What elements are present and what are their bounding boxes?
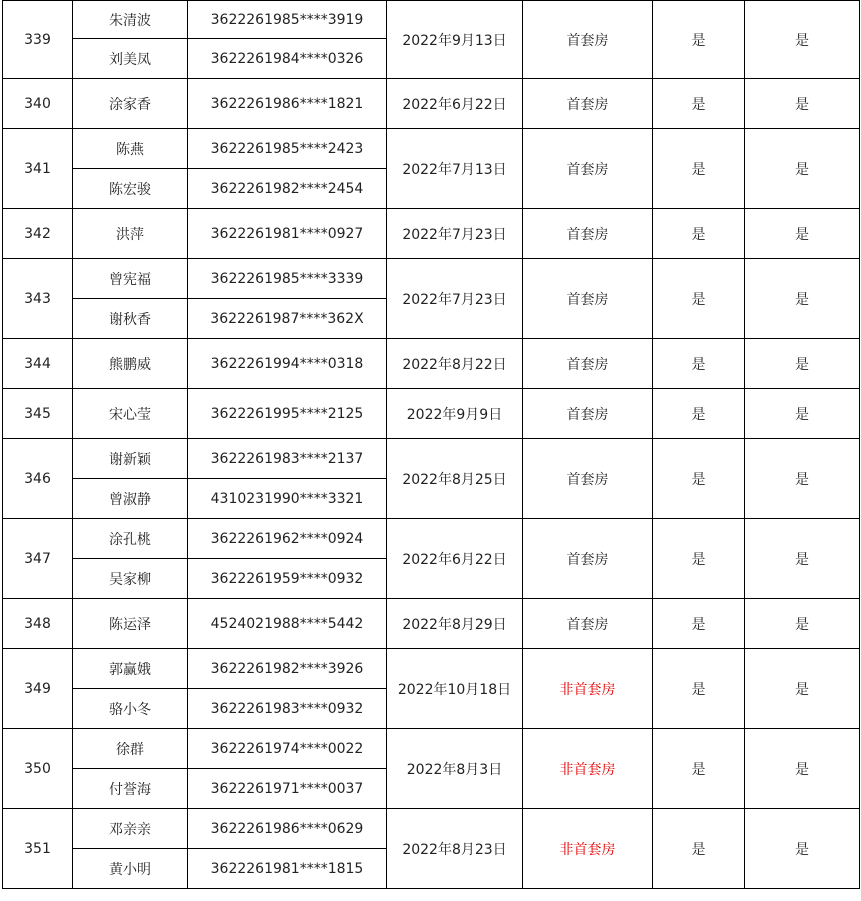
check-column-2: 是 [745,209,860,259]
contract-date: 2022年6月22日 [387,519,523,599]
housing-type: 非首套房 [523,649,653,729]
contract-date: 2022年10月18日 [387,649,523,729]
contract-date: 2022年9月9日 [387,389,523,439]
housing-type: 首套房 [523,439,653,519]
applicant-name: 涂孔桃 [73,519,188,559]
id-number: 3622261983****2137 [188,439,387,479]
check-column-1: 是 [653,1,745,79]
housing-type: 首套房 [523,599,653,649]
applicant-name: 朱清波 [73,1,188,39]
check-column-1: 是 [653,129,745,209]
housing-type: 首套房 [523,79,653,129]
applicant-name: 陈运泽 [73,599,188,649]
applicant-name: 曾淑静 [73,479,188,519]
id-number: 3622261984****0326 [188,39,387,79]
contract-date: 2022年6月22日 [387,79,523,129]
contract-date: 2022年8月22日 [387,339,523,389]
table-row [3,649,860,689]
applicant-name: 郭赢娥 [73,649,188,689]
check-column-1: 是 [653,209,745,259]
record-number: 347 [3,519,73,599]
check-column-2: 是 [745,389,860,439]
id-number: 3622261994****0318 [188,339,387,389]
contract-date: 2022年8月25日 [387,439,523,519]
housing-type: 首套房 [523,519,653,599]
table-row [3,809,860,849]
contract-date: 2022年8月3日 [387,729,523,809]
check-column-2: 是 [745,259,860,339]
record-table [2,0,860,889]
table-body [3,1,860,889]
table-row [3,389,860,439]
applicant-name: 陈宏骏 [73,169,188,209]
check-column-2: 是 [745,649,860,729]
record-number: 344 [3,339,73,389]
record-number: 340 [3,79,73,129]
table-row [3,129,860,169]
table-row [3,1,860,39]
id-number: 3622261959****0932 [188,559,387,599]
record-number: 341 [3,129,73,209]
applicant-name: 洪萍 [73,209,188,259]
applicant-name: 吴家柳 [73,559,188,599]
housing-type: 首套房 [523,389,653,439]
check-column-1: 是 [653,389,745,439]
check-column-1: 是 [653,729,745,809]
contract-date: 2022年9月13日 [387,1,523,79]
applicant-name: 黄小明 [73,849,188,889]
housing-type: 首套房 [523,339,653,389]
table-row [3,259,860,299]
record-number: 343 [3,259,73,339]
check-column-1: 是 [653,79,745,129]
applicant-name: 宋心莹 [73,389,188,439]
table-row [3,339,860,389]
id-number: 3622261981****1815 [188,849,387,889]
id-number: 3622261995****2125 [188,389,387,439]
check-column-1: 是 [653,599,745,649]
housing-type: 首套房 [523,259,653,339]
table-row [3,79,860,129]
table-row [3,519,860,559]
id-number: 3622261985****2423 [188,129,387,169]
record-number: 350 [3,729,73,809]
id-number: 3622261962****0924 [188,519,387,559]
id-number: 3622261982****2454 [188,169,387,209]
housing-type: 非首套房 [523,729,653,809]
check-column-1: 是 [653,649,745,729]
contract-date: 2022年8月29日 [387,599,523,649]
id-number: 3622261987****362X [188,299,387,339]
applicant-name: 徐群 [73,729,188,769]
table-row [3,439,860,479]
check-column-2: 是 [745,729,860,809]
applicant-name: 刘美凤 [73,39,188,79]
contract-date: 2022年7月23日 [387,259,523,339]
housing-type: 首套房 [523,129,653,209]
check-column-2: 是 [745,129,860,209]
contract-date: 2022年8月23日 [387,809,523,889]
check-column-1: 是 [653,439,745,519]
id-number: 3622261971****0037 [188,769,387,809]
applicant-name: 邓亲亲 [73,809,188,849]
id-number: 3622261974****0022 [188,729,387,769]
check-column-2: 是 [745,79,860,129]
id-number: 3622261983****0932 [188,689,387,729]
applicant-name: 熊鹏威 [73,339,188,389]
check-column-1: 是 [653,259,745,339]
check-column-2: 是 [745,339,860,389]
housing-type: 首套房 [523,209,653,259]
check-column-2: 是 [745,599,860,649]
id-number: 4524021988****5442 [188,599,387,649]
id-number: 3622261985****3339 [188,259,387,299]
check-column-1: 是 [653,809,745,889]
applicant-name: 涂家香 [73,79,188,129]
applicant-name: 曾宪福 [73,259,188,299]
check-column-2: 是 [745,439,860,519]
record-number: 349 [3,649,73,729]
housing-type: 非首套房 [523,809,653,889]
check-column-2: 是 [745,1,860,79]
id-number: 3622261986****0629 [188,809,387,849]
contract-date: 2022年7月13日 [387,129,523,209]
check-column-2: 是 [745,809,860,889]
applicant-name: 谢秋香 [73,299,188,339]
record-number: 342 [3,209,73,259]
id-number: 3622261982****3926 [188,649,387,689]
table-row [3,599,860,649]
applicant-name: 陈燕 [73,129,188,169]
id-number: 3622261981****0927 [188,209,387,259]
applicant-name: 骆小冬 [73,689,188,729]
id-number: 3622261985****3919 [188,1,387,39]
record-number: 345 [3,389,73,439]
check-column-1: 是 [653,339,745,389]
housing-type: 首套房 [523,1,653,79]
id-number: 4310231990****3321 [188,479,387,519]
applicant-name: 谢新颖 [73,439,188,479]
record-number: 351 [3,809,73,889]
check-column-2: 是 [745,519,860,599]
id-number: 3622261986****1821 [188,79,387,129]
record-number: 339 [3,1,73,79]
record-number: 346 [3,439,73,519]
check-column-1: 是 [653,519,745,599]
table-row [3,209,860,259]
record-number: 348 [3,599,73,649]
applicant-name: 付誉海 [73,769,188,809]
contract-date: 2022年7月23日 [387,209,523,259]
table-row [3,729,860,769]
